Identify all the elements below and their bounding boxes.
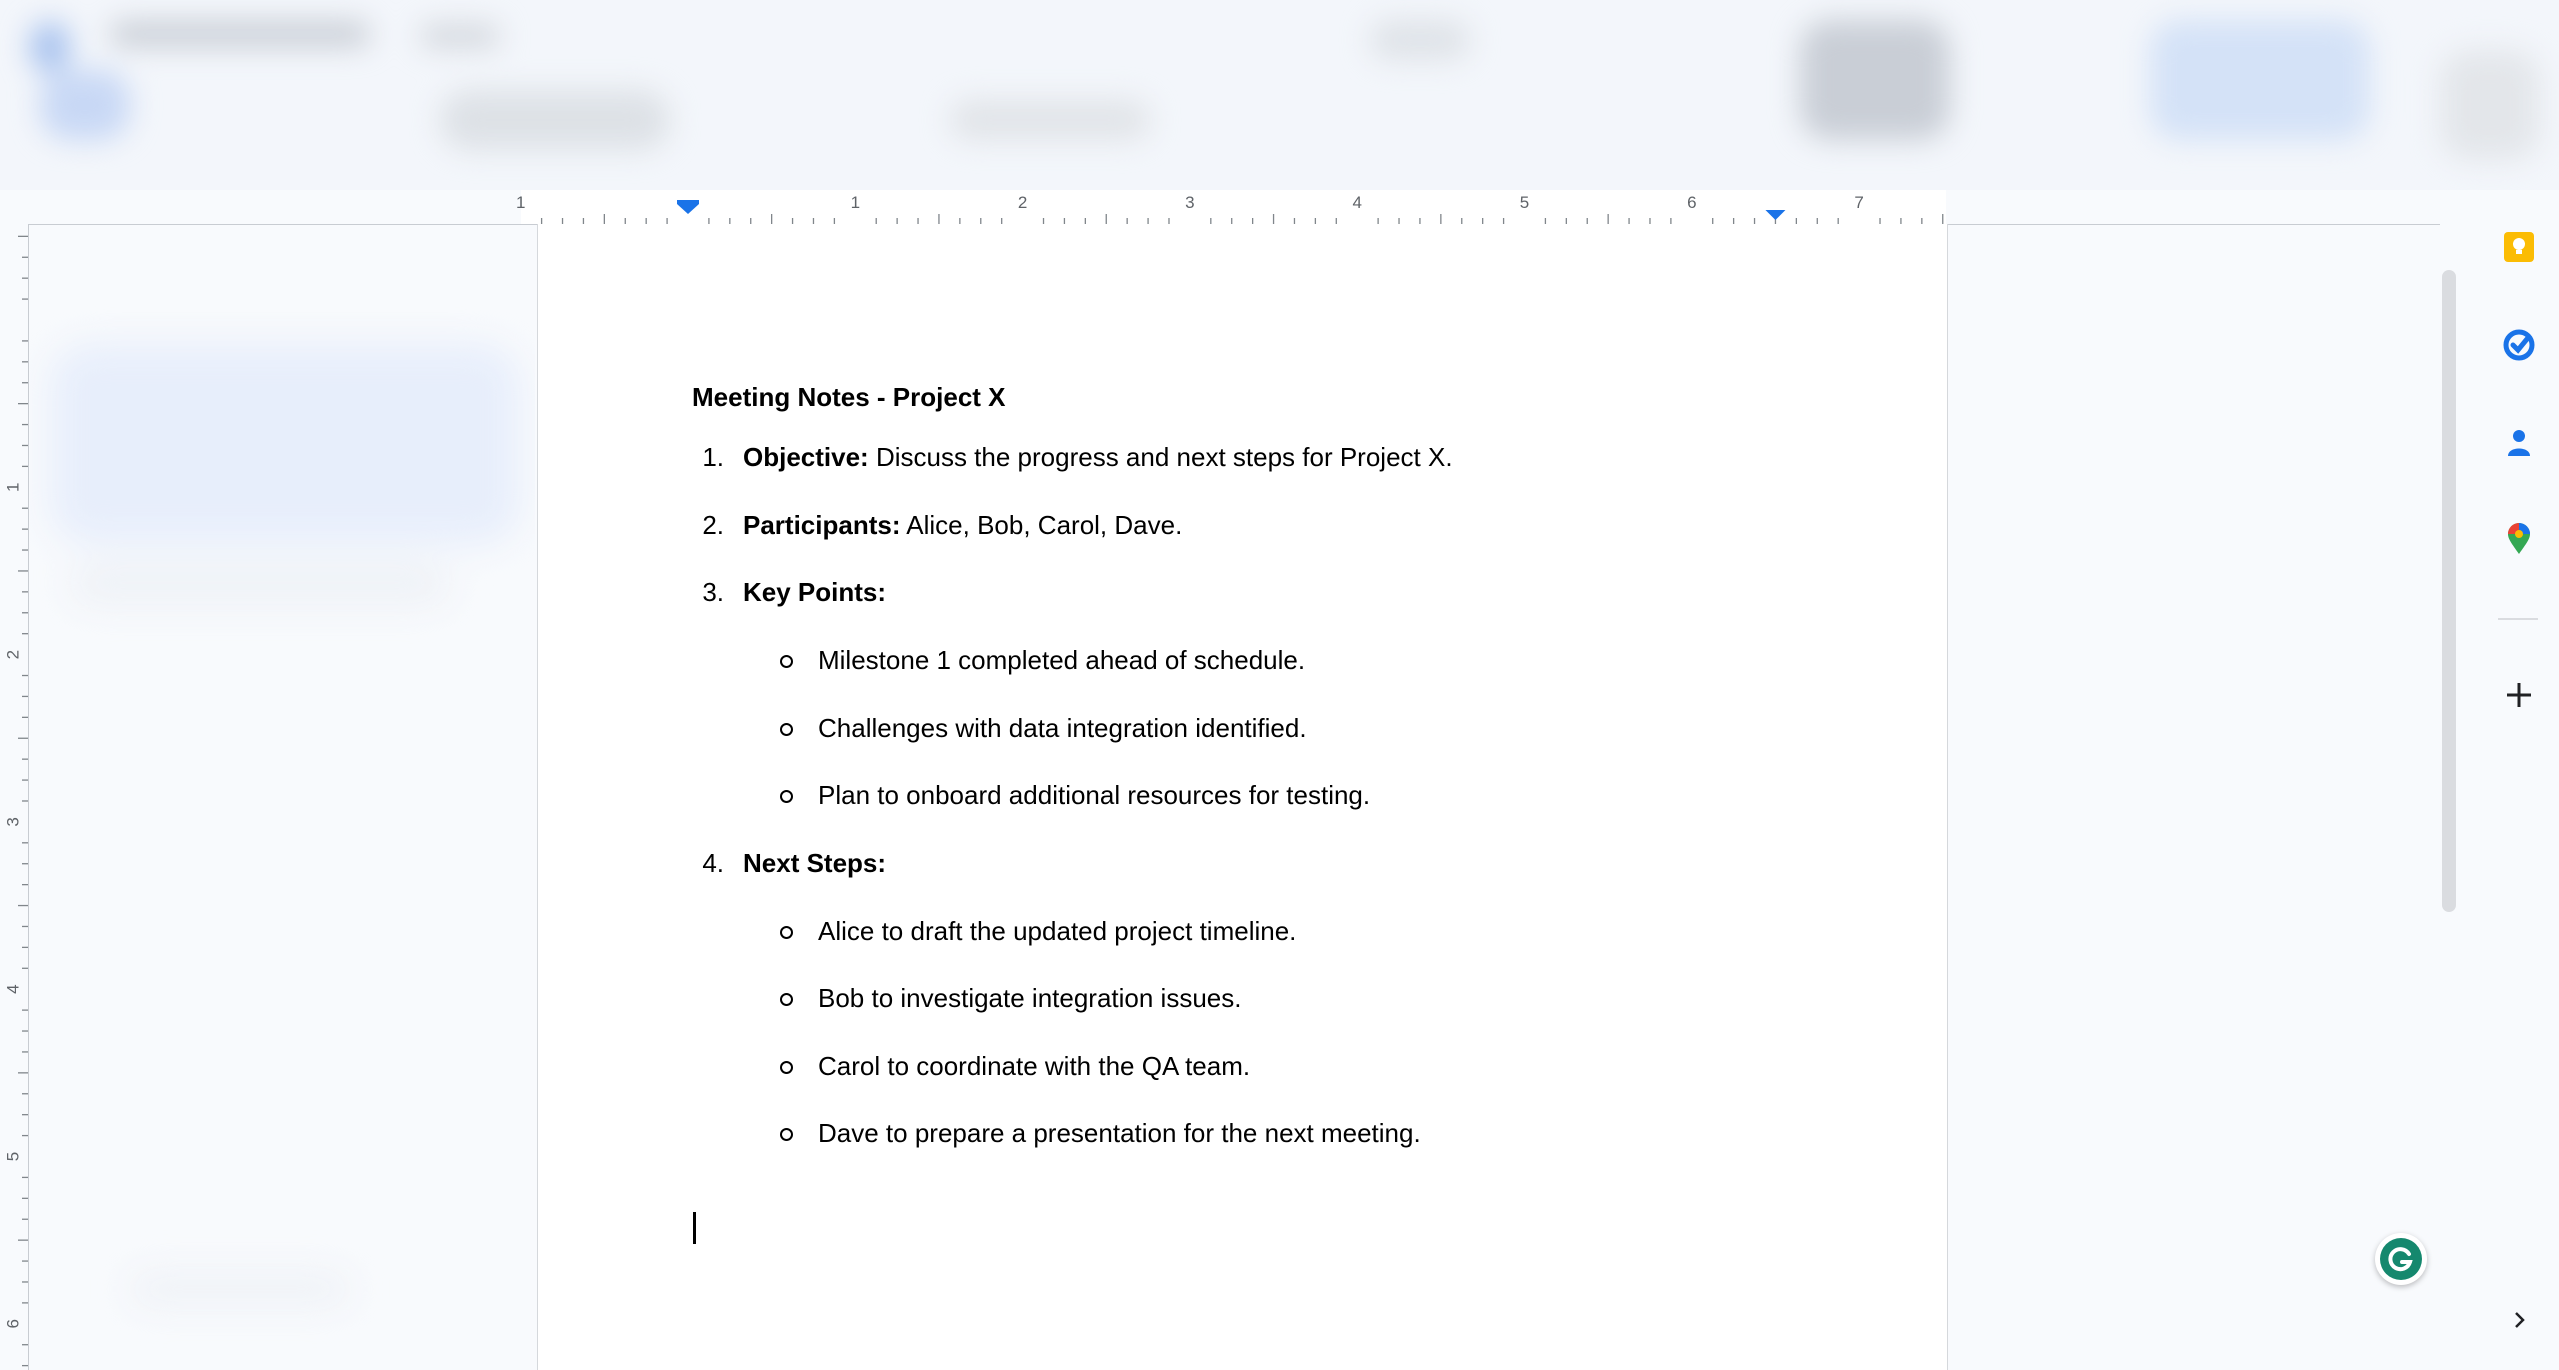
hollow-bullet-icon (780, 993, 793, 1006)
ruler-label: 3 (3, 817, 23, 827)
grammarly-button[interactable] (2375, 1233, 2427, 1285)
document-page[interactable] (537, 224, 1948, 1370)
list-item-label: Objective: (743, 442, 869, 472)
bullet-item (818, 1051, 1250, 1082)
list-number: 3. (702, 577, 724, 607)
contacts-icon[interactable] (2502, 426, 2536, 460)
bullet-item (818, 1118, 1421, 1149)
horizontal-ruler-marks (0, 190, 2440, 224)
document-outline-panel (30, 224, 535, 1370)
tasks-icon[interactable] (2502, 328, 2536, 362)
ruler-label: 1 (3, 482, 23, 493)
hollow-bullet-icon (780, 723, 793, 736)
expand-chevron-icon[interactable] (2502, 1303, 2536, 1337)
ruler-label: 2 (3, 649, 23, 660)
ruler-label: 2 (1017, 193, 1028, 212)
vertical-ruler-marks (0, 224, 28, 1370)
list-item-text: Alice, Bob, Carol, Dave. (900, 510, 1183, 540)
hollow-bullet-icon (780, 655, 793, 668)
grammarly-icon (2380, 1238, 2422, 1280)
hollow-bullet-icon (780, 1061, 793, 1074)
bullet-text: Carol to coordinate with the QA team. (818, 1051, 1251, 1081)
ruler-label: 1 (515, 193, 526, 212)
right-indent-marker[interactable] (1765, 210, 1785, 220)
ruler-label: 4 (1352, 193, 1362, 212)
bullet-text: Milestone 1 completed ahead of schedule. (818, 645, 1306, 675)
bullet-text: Alice to draft the updated project timeline. (818, 916, 1297, 946)
bullet-item (818, 780, 1370, 811)
ruler-label: 7 (1854, 193, 1864, 212)
list-number: 1. (702, 442, 724, 472)
hollow-bullet-icon (780, 1128, 793, 1141)
bullet-text: Challenges with data integration identified. (818, 713, 1307, 743)
list-item-label: Participants: (743, 510, 901, 540)
scrollbar-thumb[interactable] (2442, 270, 2456, 912)
vertical-ruler[interactable] (0, 224, 29, 1370)
ruler-label: 3 (1185, 193, 1195, 212)
ruler-label: 5 (3, 1151, 23, 1162)
maps-icon[interactable] (2502, 522, 2536, 556)
add-icon[interactable] (2502, 678, 2536, 712)
bullet-text: Dave to prepare a presentation for the next meeting. (818, 1118, 1421, 1148)
text-cursor (693, 1212, 696, 1244)
ruler-label: 6 (3, 1319, 23, 1329)
keep-icon[interactable] (2502, 230, 2536, 264)
horizontal-ruler[interactable] (0, 190, 2440, 225)
side-panel (2478, 190, 2559, 1370)
bullet-item (818, 983, 1241, 1014)
left-indent-marker[interactable] (677, 200, 699, 214)
bullet-item (818, 645, 1305, 676)
vertical-scrollbar[interactable] (2440, 190, 2478, 1370)
list-item-label: Key Points: (743, 577, 887, 607)
hollow-bullet-icon (780, 790, 793, 803)
side-panel-divider (2498, 618, 2538, 620)
ruler-label: 6 (1687, 193, 1697, 212)
bullet-item (818, 713, 1307, 744)
list-number: 4. (702, 848, 724, 878)
ruler-label: 4 (3, 984, 23, 994)
document-heading: Meeting Notes - Project X (692, 382, 1006, 412)
hollow-bullet-icon (780, 926, 793, 939)
bullet-text: Bob to investigate integration issues. (818, 983, 1242, 1013)
list-item-text: Discuss the progress and next steps for Project X. (868, 442, 1453, 472)
ruler-label: 1 (850, 193, 861, 212)
bullet-text: Plan to onboard additional resources for testing. (818, 780, 1371, 810)
list-number: 2. (702, 510, 724, 540)
blurred-toolbar (0, 0, 2559, 190)
ruler-label: 5 (1519, 193, 1530, 212)
list-item-label: Next Steps: (743, 848, 887, 878)
bullet-item (818, 916, 1296, 947)
